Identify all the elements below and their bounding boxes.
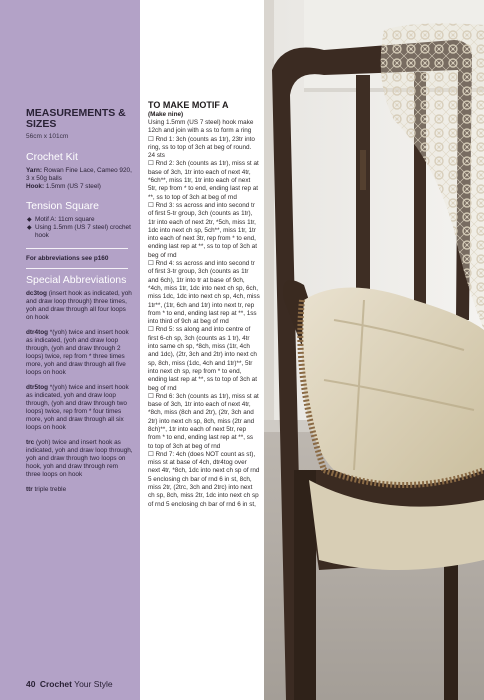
abbreviation-item: dtr4tog *(yoh) twice and insert hook as indicated, (yoh and draw loop through, (yoh and draw through 2 loops) twice, rep from * three times more, yoh and draw through all five loops on hook [26,329,129,376]
instruction-paragraph: ☐ Rnd 7: 4ch (does NOT count as st), miss st at base of 4ch, dtr4tog over next 4tr, *8ch, 1dc into next ch sp of rnd 5 enclosing ch bar of rnd 6 in st, 8ch, miss 2tr, (2trc, 3ch and 2trc) into next ch sp, 8ch, miss 2tr, 1dc into next ch sp of rnd 5 enclosing ch bar of rnd 6 in st, [148,450,260,508]
instruction-paragraph: ☐ Rnd 2: 3ch (counts as 1tr), miss st at base of 3ch, 1tr into each of next 4tr, *6ch**, miss 1tr, 1tr into each of next 5tr, rep from * to end, ending last rep at **, ss to top of 3ch at beg of rnd [148,160,259,201]
instruction-paragraph: ☐ Rnd 4: ss across and into second tr of first 3-tr group, 3ch (counts as 1tr and 6ch), 1tr into tr at base of 9ch, *4ch, miss 1tr, 1dc into next ch sp, 6ch, miss 1dc, 1dc into next ch sp, 4ch, miss 1tr**, (1tr, 6ch and 1tr) into next tr, rep from * to end, ending last rep at **, 1ss into third of 9ch at beg of rnd [148,260,260,326]
hook-value: 1.5mm (US 7 steel) [44,183,101,190]
abbreviation-item: trc (yoh) twice and insert hook as indicated, yoh and draw loop through, yoh and draw through two loops on hook, yoh and draw through rem three loops on hook [26,439,133,478]
yarn-value: Rowan Fine Lace, Cameo 920, 3 x 50g balls [26,167,132,182]
abbreviations-note: For abbreviations see p160 [26,255,109,262]
divider [26,268,128,269]
abbreviation-item: ttr triple treble [26,486,67,493]
pattern-column [140,0,264,700]
bullet-icon: ◆ [27,225,32,231]
abbreviation-item: dtr5tog *(yoh) twice and insert hook as indicated, yoh and draw loop through, (yoh and draw through two loops) twice, rep from * four times more, yoh and draw through all six loops on hook [26,384,129,431]
size-value: 56cm x 101cm [26,133,69,140]
divider [26,248,128,249]
crochet-kit-heading: Crochet Kit [26,151,78,163]
section-title: TO MAKE MOTIF A [148,100,229,110]
bullet-icon: ◆ [27,217,32,223]
page-number: 40 [26,679,36,689]
abbreviation-item: dc3tog (insert hook as indicated, yoh and draw loop through) three times, yoh and draw through all four loops on hook [26,290,132,321]
instruction-paragraph: ☐ Rnd 5: ss along and into centre of first 6-ch sp, 3ch (counts as 1 tr), 4tr into same ch sp, *8ch, miss (1tr, 4ch and 1dc), (2tr, 3ch and 2tr) into next ch sp, 8ch, miss (1dc, 4ch and 1tr)**, 5tr into next ch sp, rep from * to end, ending last rep at **, ss to top of 3ch at beg of rnd [148,326,257,392]
section-subtitle: (Make nine) [148,111,184,118]
yarn-info [26,167,134,183]
tension-item: ◆ Motif A: 11cm square [27,216,95,223]
measurements-heading: MEASUREMENTS & SIZES [26,107,126,130]
instruction-paragraph: ☐ Rnd 3: ss across and into second tr of first 5-tr group, 3ch (counts as 1tr), 1tr into each of next 2tr, *5ch, miss 1tr, 1dc into next ch sp, 5ch**, miss 1tr, 1tr into each of next 3tr, rep from * to end, ending last rep at **, ss to top of 3ch at beg of rnd [148,201,257,259]
pattern-instructions [148,119,260,509]
page-footer [26,679,113,689]
hook-label: Hook: [26,183,45,190]
magazine-brand-suffix: Your Style [71,679,113,689]
tension-list [26,216,134,240]
sidebar-panel [0,0,140,700]
chair-illustration [264,0,484,700]
magazine-brand: Crochet [39,679,72,689]
tension-heading: Tension Square [26,200,99,212]
instruction-paragraph: Using 1.5mm (US 7 steel) hook make 12ch and join with a ss to form a ring [148,119,254,135]
tension-item: ◆ Using 1.5mm (US 7 steel) crochet hook [27,224,131,239]
chair-photo [264,0,484,700]
hook-info [26,183,134,191]
special-abbreviations-heading: Special Abbreviations [26,274,127,286]
yarn-label: Yarn: [26,167,42,174]
instruction-paragraph: ☐ Rnd 1: 3ch (counts as 1tr), 23tr into ring, ss to top of 3ch at beg of round. 24 sts [148,135,255,160]
instruction-paragraph: ☐ Rnd 6: 3ch (counts as 1tr), miss st at base of 3ch, 1tr into each of next 4tr, *8ch, miss (8ch and 2tr), (2tr, 3ch and 2tr) into next ch sp, 8ch, miss (2tr and 8ch)**, 1tr into each of next 5tr, rep from * to end, ending last rep at **, ss to top of 3ch at beg of rnd [148,392,259,450]
